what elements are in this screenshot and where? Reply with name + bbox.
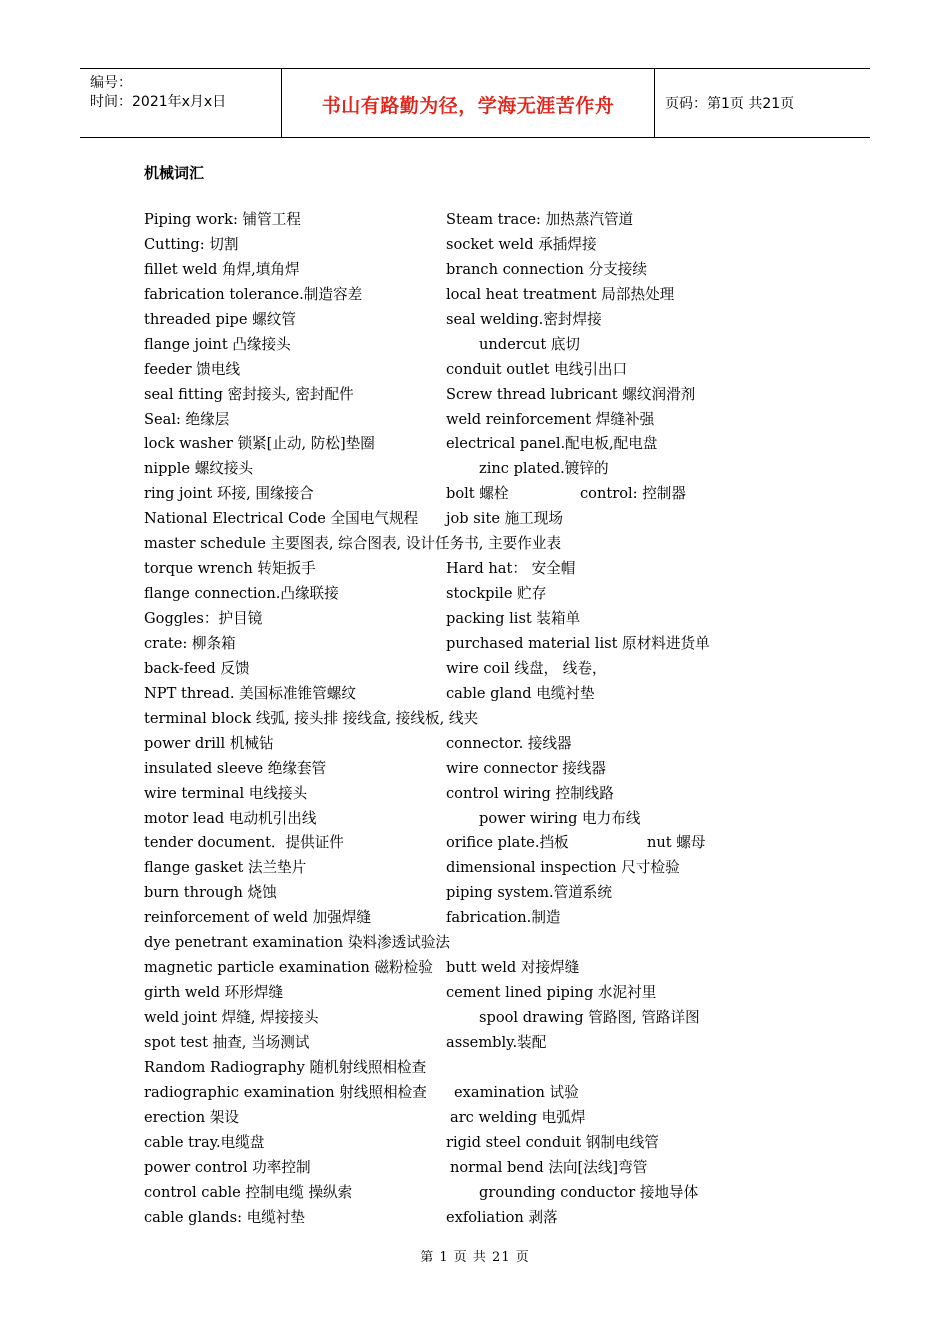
vocab-row bbox=[144, 782, 784, 807]
vocab-row bbox=[144, 358, 784, 383]
vocab-entry-left: NPT thread. 美国标准锥管螺纹 bbox=[144, 684, 356, 702]
vocab-entry-left: nipple 螺纹接头 bbox=[144, 460, 254, 478]
vocab-row bbox=[144, 408, 784, 433]
vocab-entry-left: Goggles：护目镜 bbox=[144, 610, 263, 627]
vocab-entry-right: stockpile 贮存 bbox=[446, 585, 547, 603]
vocab-entry-left: control cable 控制电缆 操纵索 bbox=[144, 1183, 353, 1201]
vocab-row bbox=[144, 432, 784, 457]
page-number-label: 页码：第1页 共21页 bbox=[665, 96, 795, 112]
vocab-entry-right: grounding conductor 接地导体 bbox=[479, 1183, 699, 1201]
vocab-row bbox=[144, 807, 784, 832]
vocab-row bbox=[144, 507, 784, 532]
vocab-row bbox=[144, 1206, 784, 1231]
vocab-entry-right: packing list 装箱单 bbox=[446, 610, 581, 627]
vocab-entry-left: Piping work: 铺管工程 bbox=[144, 211, 301, 228]
vocab-entry-right: socket weld 承插焊接 bbox=[446, 235, 597, 253]
vocab-entry-right: normal bend 法向[法线]弯管 bbox=[450, 1158, 648, 1176]
vocab-row bbox=[144, 906, 784, 931]
vocab-entry-right: cement lined piping 水泥衬里 bbox=[446, 984, 657, 1002]
vocab-entry-right: orifice plate.挡板 bbox=[446, 834, 569, 852]
vocab-entry-right: exfoliation 剥落 bbox=[446, 1208, 558, 1226]
vocabulary-list bbox=[144, 208, 784, 1230]
vocab-row bbox=[144, 582, 784, 607]
vocab-entry-left: terminal block 线弧, 接头排 接线盒, 接线板, 线夹 bbox=[144, 709, 479, 727]
vocab-entry-right: spool drawing 管路图, 管路详图 bbox=[479, 1009, 700, 1026]
vocab-entry-right: assembly.装配 bbox=[446, 1033, 547, 1051]
vocab-entry-right: cable gland 电缆衬垫 bbox=[446, 684, 595, 702]
vocab-entry-left: cable tray.电缆盘 bbox=[144, 1133, 265, 1151]
vocab-entry-right: control wiring 控制线路 bbox=[446, 784, 614, 802]
vocab-entry-left: motor lead 电动机引出线 bbox=[144, 809, 317, 827]
vocab-row bbox=[144, 1131, 784, 1156]
vocab-row bbox=[144, 931, 784, 956]
vocab-row bbox=[144, 283, 784, 308]
vocab-entry-left: wire terminal 电线接头 bbox=[144, 784, 308, 802]
vocab-row bbox=[144, 732, 784, 757]
vocab-row bbox=[144, 657, 784, 682]
vocab-entry-right: rigid steel conduit 钢制电线管 bbox=[446, 1133, 659, 1151]
vocab-row bbox=[144, 707, 784, 732]
vocab-entry-right: purchased material list 原材料进货单 bbox=[446, 634, 710, 652]
vocab-entry-left: weld joint 焊缝, 焊接接头 bbox=[144, 1009, 319, 1026]
vocab-row bbox=[144, 1006, 784, 1031]
vocab-entry-left: reinforcement of weld 加强焊缝 bbox=[144, 909, 372, 927]
vocab-entry-right: Screw thread lubricant 螺纹润滑剂 bbox=[446, 385, 696, 403]
vocab-row bbox=[144, 1056, 784, 1081]
vocab-row bbox=[144, 258, 784, 283]
vocab-row bbox=[144, 956, 784, 981]
vocab-entry-left: erection 架设 bbox=[144, 1108, 239, 1126]
vocab-entry-left: flange joint 凸缘接头 bbox=[144, 335, 291, 353]
vocab-entry-right: local heat treatment 局部热处理 bbox=[446, 285, 675, 303]
vocab-entry-left: magnetic particle examination 磁粉检验 bbox=[144, 959, 433, 977]
header-motto-cell bbox=[281, 69, 655, 137]
vocab-row bbox=[144, 607, 784, 632]
vocab-row bbox=[144, 757, 784, 782]
vocab-entry-left: seal fitting 密封接头, 密封配件 bbox=[144, 385, 354, 403]
vocab-entry-left: girth weld 环形焊缝 bbox=[144, 984, 284, 1002]
vocab-entry-left: feeder 馈电线 bbox=[144, 360, 241, 378]
vocab-entry-left: cable glands: 电缆衬垫 bbox=[144, 1208, 306, 1226]
vocab-entry-right: branch connection 分支接续 bbox=[446, 260, 647, 278]
vocab-entry-right: examination 试验 bbox=[454, 1083, 579, 1101]
vocab-entry-left: master schedule 主要图表, 综合图表, 设计任务书, 主要作业表 bbox=[144, 535, 562, 553]
header-left-cell bbox=[80, 69, 280, 137]
vocab-row bbox=[144, 557, 784, 582]
vocab-row bbox=[144, 1156, 784, 1181]
vocab-entry-left: Random Radiography 随机射线照相检查 bbox=[144, 1058, 427, 1076]
vocab-row bbox=[144, 457, 784, 482]
vocab-entry-left: insulated sleeve 绝缘套管 bbox=[144, 759, 327, 777]
vocab-entry-left: spot test 抽查, 当场测试 bbox=[144, 1033, 310, 1051]
vocab-row bbox=[144, 1106, 784, 1131]
vocab-entry-right: wire connector 接线器 bbox=[446, 759, 607, 777]
vocab-entry-left: power drill 机械钻 bbox=[144, 734, 274, 752]
vocab-entry-left: Seal: 绝缘层 bbox=[144, 410, 230, 428]
vocab-entry-right: wire coil 线盘， 线卷， bbox=[446, 659, 607, 677]
vocab-row bbox=[144, 881, 784, 906]
header-right-cell bbox=[655, 69, 870, 137]
vocab-entry-right: arc welding 电弧焊 bbox=[450, 1108, 586, 1126]
vocab-row bbox=[144, 831, 784, 856]
vocab-row bbox=[144, 632, 784, 657]
vocab-entry-left: threaded pipe 螺纹管 bbox=[144, 310, 296, 328]
vocab-entry-left: fillet weld 角焊,填角焊 bbox=[144, 260, 300, 278]
vocab-row bbox=[144, 308, 784, 333]
vocab-entry-right: job site 施工现场 bbox=[446, 510, 563, 528]
vocab-entry-right: fabrication.制造 bbox=[446, 909, 561, 927]
vocab-entry-left: fabrication tolerance.制造容差 bbox=[144, 285, 363, 303]
motto-text: 书山有路勤为径，学海无涯苦作舟 bbox=[321, 95, 615, 117]
vocab-entry-left: flange gasket 法兰垫片 bbox=[144, 859, 307, 877]
time-label: 时间：2021年x月x日 bbox=[90, 94, 227, 110]
page-footer: 第 1 页 共 21 页 bbox=[420, 1250, 530, 1265]
vocab-entry-right: butt weld 对接焊缝 bbox=[446, 959, 580, 977]
vocab-entry-left: radiographic examination 射线照相检查 bbox=[144, 1083, 427, 1101]
number-label: 编号： bbox=[90, 75, 132, 91]
vocab-row bbox=[144, 1181, 784, 1206]
vocab-row bbox=[144, 233, 784, 258]
vocab-entry-left: flange connection.凸缘联接 bbox=[144, 585, 339, 603]
vocab-entry-left: burn through 烧蚀 bbox=[144, 884, 277, 902]
vocab-entry-right: bolt 螺栓 bbox=[446, 485, 509, 503]
vocab-entry-left: tender document．提供证件 bbox=[144, 834, 344, 852]
vocab-entry-left: back-feed 反馈 bbox=[144, 659, 250, 677]
page-title: 机械词汇 bbox=[144, 164, 205, 182]
vocab-entry-right: conduit outlet 电线引出口 bbox=[446, 360, 628, 378]
vocab-entry-right: electrical panel.配电板,配电盘 bbox=[446, 435, 658, 453]
vocab-entry-left: power control 功率控制 bbox=[144, 1158, 311, 1176]
vocab-row bbox=[144, 1031, 784, 1056]
vocab-entry-right: Steam trace: 加热蒸汽管道 bbox=[446, 211, 634, 228]
vocab-row bbox=[144, 208, 784, 233]
vocab-entry-right: connector. 接线器 bbox=[446, 734, 572, 752]
vocab-entry-left: lock washer 锁紧[止动, 防松]垫圈 bbox=[144, 435, 375, 453]
vocab-row bbox=[144, 981, 784, 1006]
vocab-entry-right: power wiring 电力布线 bbox=[479, 809, 641, 827]
vocab-row bbox=[144, 482, 784, 507]
vocab-entry-left: National Electrical Code 全国电气规程 bbox=[144, 510, 419, 528]
vocab-entry-extra: nut 螺母 bbox=[647, 834, 706, 852]
vocab-entry-right: dimensional inspection 尺寸检验 bbox=[446, 859, 680, 877]
vocab-row bbox=[144, 383, 784, 408]
vocab-row bbox=[144, 532, 784, 557]
vocab-entry-right: zinc plated.镀锌的 bbox=[479, 460, 609, 478]
vocab-entry-right: weld reinforcement 焊缝补强 bbox=[446, 410, 655, 428]
vocab-entry-left: ring joint 环接, 围缘接合 bbox=[144, 485, 314, 503]
vocab-entry-left: crate: 柳条箱 bbox=[144, 634, 236, 652]
vocab-entry-right: seal welding.密封焊接 bbox=[446, 310, 602, 328]
vocab-row bbox=[144, 856, 784, 881]
vocab-entry-right: piping system.管道系统 bbox=[446, 884, 612, 902]
vocab-row bbox=[144, 333, 784, 358]
vocab-entry-left: dye penetrant examination 染料渗透试验法 bbox=[144, 934, 451, 952]
vocab-entry-right: undercut 底切 bbox=[479, 335, 581, 353]
vocab-entry-extra: control: 控制器 bbox=[580, 485, 686, 503]
header-table bbox=[80, 68, 870, 138]
vocab-row bbox=[144, 1081, 784, 1106]
vocab-entry-left: Cutting: 切割 bbox=[144, 235, 239, 253]
vocab-row bbox=[144, 682, 784, 707]
vocab-entry-left: torque wrench 转矩扳手 bbox=[144, 560, 316, 578]
vocab-entry-right: Hard hat： 安全帽 bbox=[446, 560, 576, 578]
